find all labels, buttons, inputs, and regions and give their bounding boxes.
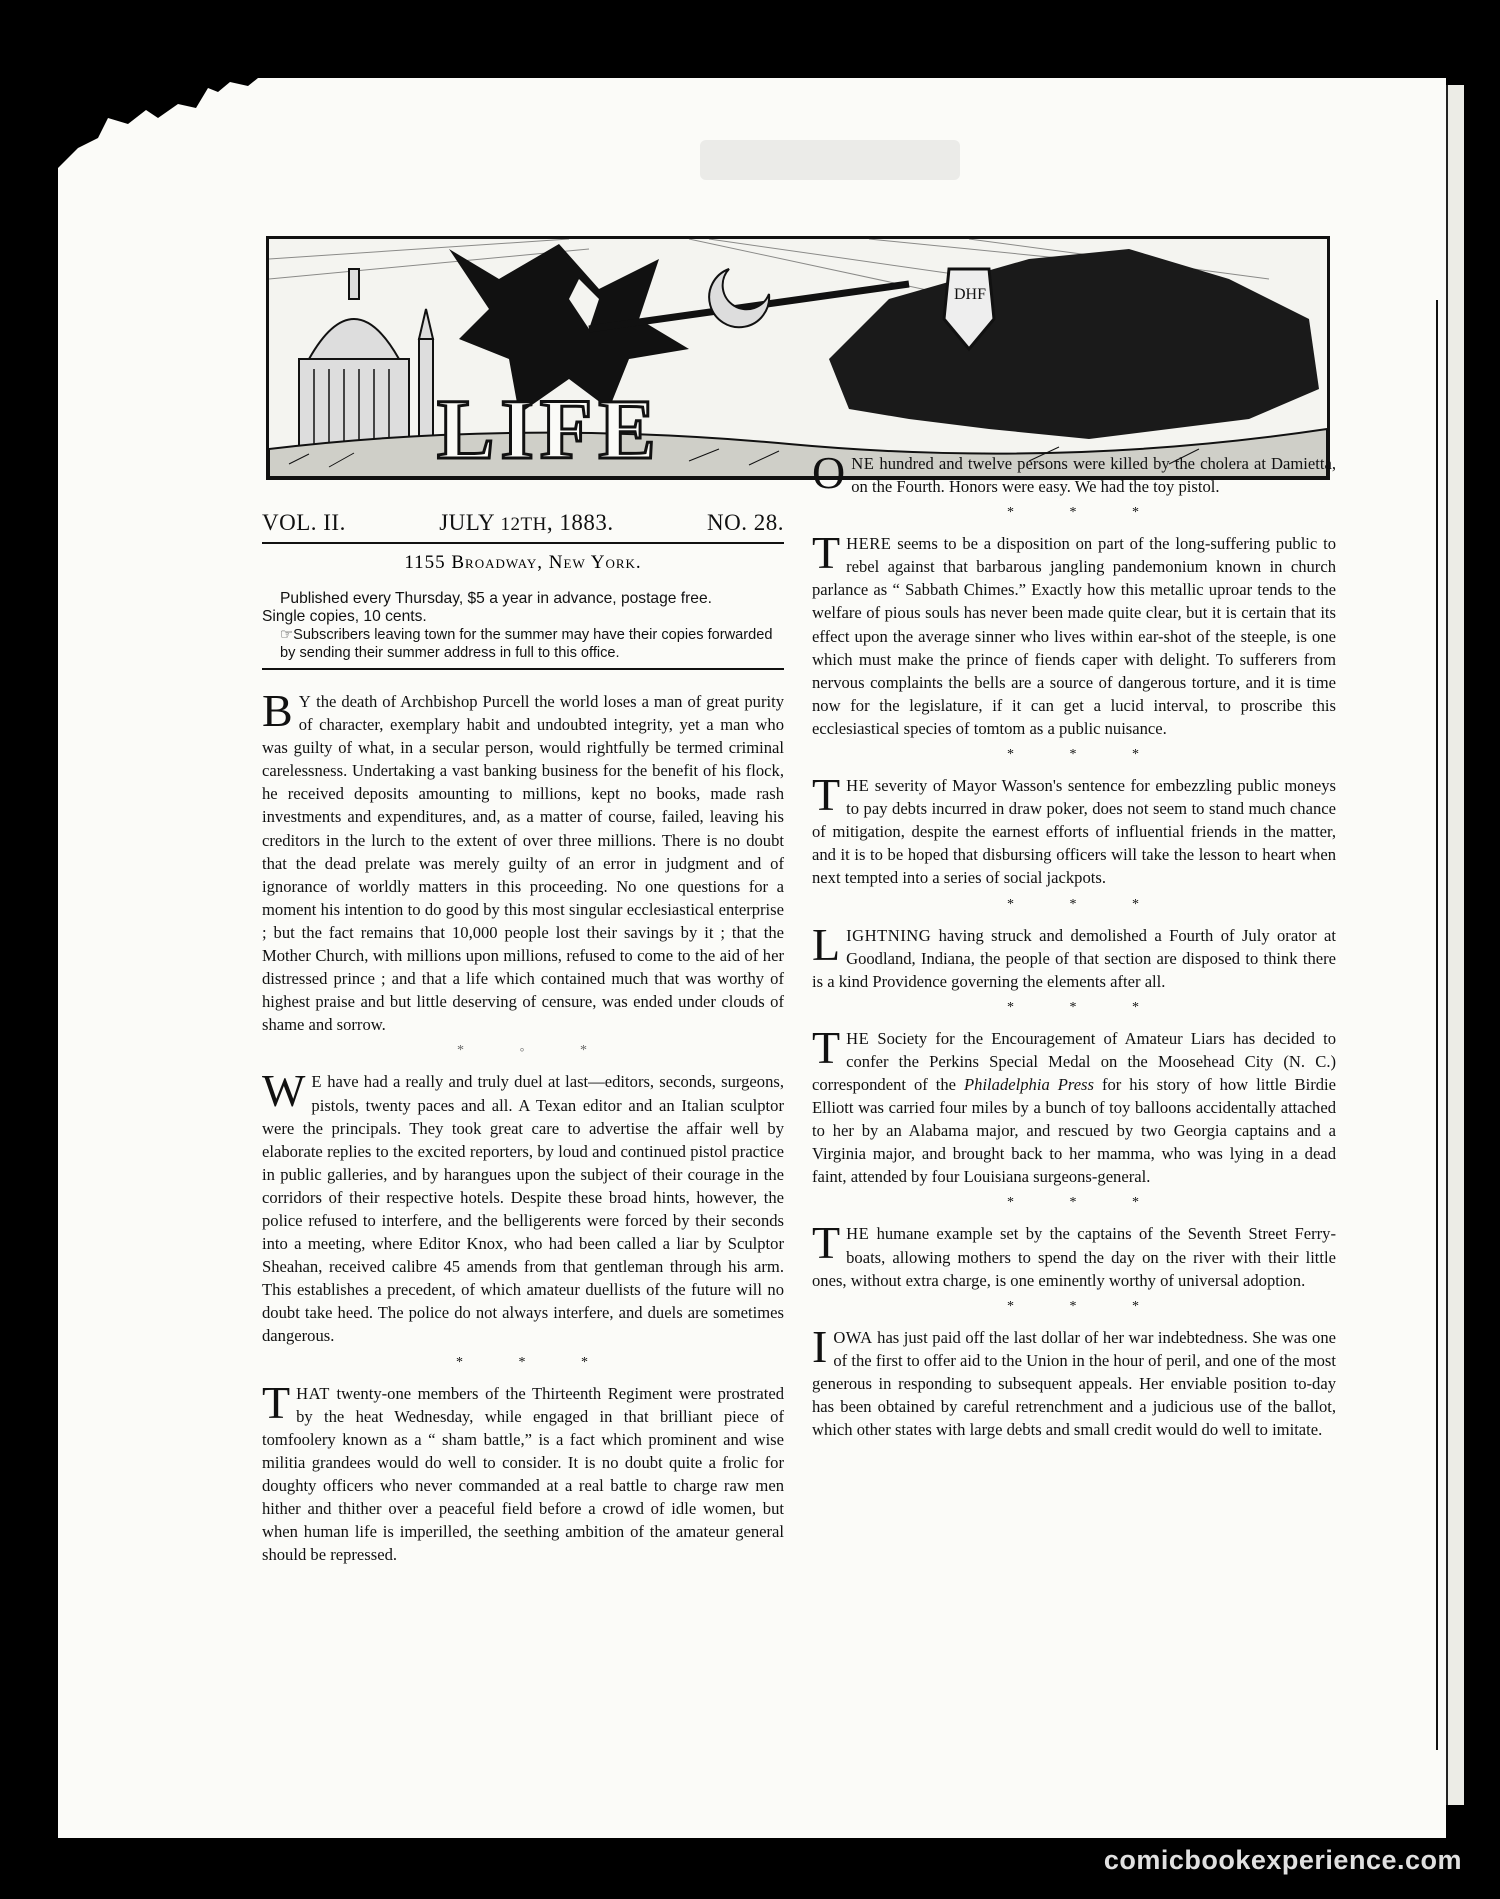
article-duel: W E have had a really and truly duel at last—editors, seconds, surgeons, pistols, twenty paces and all. A Texan editor and an Italian sculptor were the principals. They took great care to advertise the affair well by elaborate replies to the excited reporters, by loud and continued pistol practice in public galleries, and by harangues upon the subject of their courage in the corridors of their respective hotels. Despite these broad hints, however, the police refused to interfere, and the belligerents were forced by their seconds into a meeting, where Editor Knox, who had been called a liar by Sculptor Sheahan, received calibre 45 amends from that gentleman through his arm. This establishes a precedent, of which amateur duellists of the future will no doubt take heed. The police do not always interfere, and duels are sometimes dangerous. bbox=[262, 1065, 784, 1346]
issue-date: JULY 12TH, 1883. bbox=[439, 510, 614, 535]
subscription-terms: Published every Thursday, $5 a year in advance, postage free. bbox=[280, 590, 712, 607]
issue-dateline bbox=[262, 510, 784, 536]
separator: * * * bbox=[1007, 999, 1165, 1015]
header-rule bbox=[262, 542, 784, 544]
source-watermark: comicbookexperience.com bbox=[1103, 1845, 1462, 1875]
info-rule bbox=[262, 668, 784, 670]
torn-corner bbox=[58, 78, 258, 168]
separator: * * * bbox=[1007, 1195, 1165, 1211]
article-ferry-boats: THE humane example set by the captains of the Seventh Street Ferry-boats, allowing mothers to spend the day on the river with their little ones, without extra charge, is one eminently worthy of universal adoption. bbox=[812, 1217, 1336, 1290]
left-column bbox=[262, 685, 784, 1572]
article-sabbath-chimes: THERE seems to be a disposition on part of the long-suffering public to rebel against that barbarous jangling pandemonium known in church parlance as “ Sabbath Chimes.” Exactly how this metallic uproar tends to the welfare of pious souls has never been made quite clear, but it is certain that its effect upon the average sinner who lives within ear-shot of the steeple, is one which must make the prince of fiends caper with delight. To sufferers from nervous complaints the bells are a source of dangerous torture, and it is time now for the legislature, if it can get a lucid interval, to proscribe this ecclesiastical species of tomtom as a public nuisance. bbox=[812, 527, 1336, 738]
article-mayor-wasson: THE severity of Mayor Wasson's sentence for embezzling public moneys to pay debts incurred in draw poker, does not seem to stand much chance of mitigation, despite the earnest efforts of influential friends in the matter, and it is to be hoped that disbursing officers will take the lesson to heart when next tempted into a series of social jackpots. bbox=[812, 769, 1336, 888]
svg-text:DHF: DHF bbox=[954, 286, 987, 303]
next-page-edge bbox=[1446, 85, 1464, 1805]
volume-number: VOL. II. bbox=[262, 510, 346, 535]
article-lightning: LIGHTNING having struck and demolished a Fourth of July orator at Goodland, Indiana, the people of that section are disposed to think there is a kind Providence governing the elements after all. bbox=[812, 918, 1336, 991]
issue-number: NO. 28. bbox=[707, 510, 784, 535]
article-purcell: B Y the death of Archbishop Purcell the world loses a man of great purity of character, exemplary habit and undoubted integrity, yet a man who was guilty of what, in a secular person, would rightfully be termed criminal carelessness. Undertaking a vast banking business for the benefit of his flock, he received deposits amounting to millions, kept no books, made rash investments and expenditures, and, as a matter of course, failed, leaving his creditors in the lurch to the extent of over three millions. There is no doubt that the dead prelate was merely guilty of an error in judgment and of ignorance of worldly matters in this proceeding. No one questions for a moment his intention to do good by this most singular ecclesiastical enterprise ; but the fact remains that 10,000 people lost their savings by it ; that the Mother Church, with millions upon millions, refused to come to the aid of her distressed prince ; and that a life which contained much that was worthy of highest praise and but little deserving of censure, was ended under clouds of shame and sorrow. bbox=[262, 685, 784, 1035]
separator: * * * bbox=[1007, 896, 1165, 912]
separator: * ◦ * bbox=[457, 1043, 613, 1059]
separator: * * * bbox=[1007, 505, 1165, 521]
separator: * * * bbox=[1007, 1298, 1165, 1314]
article-sham-battle: THAT twenty-one members of the Thirteenth Regiment were prostrated by the heat Wednesday, while engaged in that brilliant piece of tomfoolery known as a “ sham battle,” is a fact which prominent and wise militia grandees would do well to consider. It is no doubt quite a frolic for doughty officers who never commanded at a real battle to charge raw men hither and thither over a peaceful field before a crowd of idle women, but when human life is imperilled, the seething ambition of the amateur general should be repressed. bbox=[262, 1376, 784, 1565]
publisher-address: 1155 Broadway, New York. bbox=[404, 552, 642, 573]
publication-info bbox=[262, 590, 784, 662]
separator: * * * bbox=[1007, 747, 1165, 763]
right-column bbox=[812, 447, 1336, 1447]
single-copy-price: Single copies, 10 cents. bbox=[262, 608, 427, 625]
separator: * * * bbox=[456, 1354, 614, 1370]
article-iowa: IOWA has just paid off the last dollar of her war indebtedness. She was one of the first to offer aid to the Union in the hour of peril, and one of the most generous in responding to subsequent appeals. Her enviable position to-day has been obtained by careful retrenchment and a judicious use of the ballot, which other states with large debts and small credit would do well to imitate. bbox=[812, 1320, 1336, 1440]
article-cholera: ONE hundred and twelve persons were killed by the cholera at Damietta, on the Fourth. Honors were easy. We had the toy pistol. bbox=[812, 447, 1336, 498]
masthead-illustration bbox=[266, 236, 1330, 480]
subscriber-notice: ☞Subscribers leaving town for the summer may have their copies forwarded by sending their summer address in full to this office. bbox=[280, 627, 773, 661]
binding-edge bbox=[1436, 300, 1441, 1750]
masthead-title: LIFE bbox=[437, 381, 662, 477]
bleed-through bbox=[700, 140, 960, 180]
article-amateur-liars: THE Society for the Encouragement of Amateur Liars has decided to confer the Perkins Special Medal on the Moosehead City (N. C.) correspondent of the Philadelphia Press for his story of how little Birdie Elliott was carried four miles by a bunch of toy balloons accidentally attached to her by an Alabama major, and rescued by two Georgia captains and a Virginia major, and brought back to her mamma, who was lying in a dead faint, attended by four Louisiana surgeons-general. bbox=[812, 1021, 1336, 1187]
